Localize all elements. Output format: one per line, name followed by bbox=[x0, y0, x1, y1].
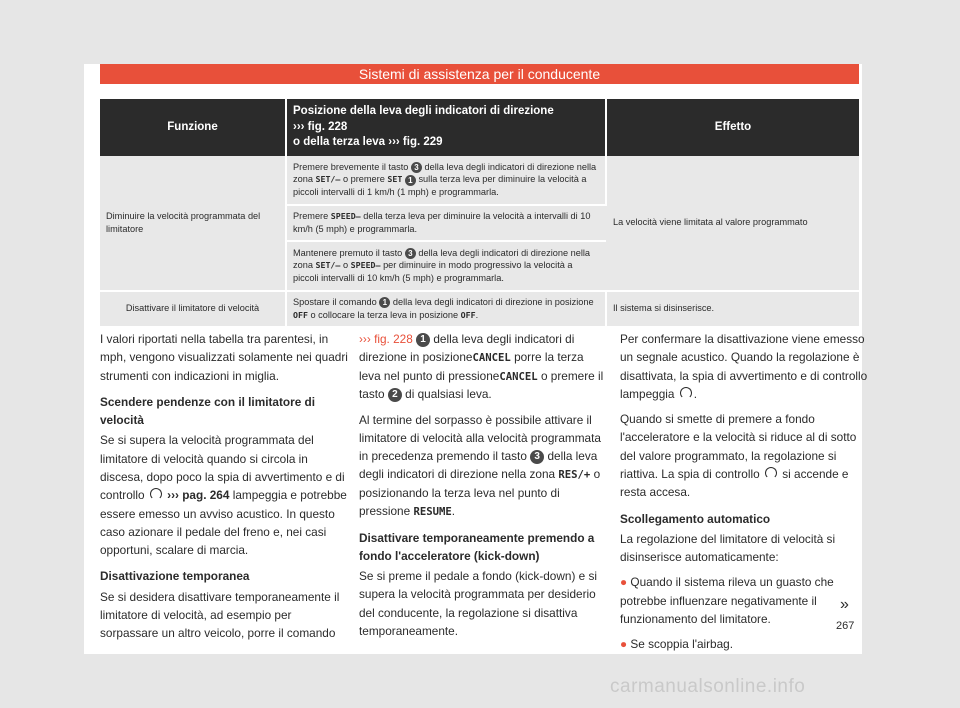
table-row bbox=[100, 156, 859, 205]
cell-posizione: Spostare il comando 1 della leva degli indicatori di direzione in posizione OFF o collocare la terza leva in posizione OFF. bbox=[286, 291, 606, 327]
text-column-2 bbox=[359, 330, 607, 647]
page-reference[interactable]: ››› pag. 264 bbox=[167, 488, 230, 503]
list-item: ● Quando il sistema rileva un guasto che potrebbe influenzare negativamente il funzionamento del limitatore. bbox=[620, 575, 834, 626]
figure-reference[interactable]: ››› fig. 228 bbox=[359, 332, 413, 346]
cell-posizione: Premere brevemente il tasto 3 della leva degli indicatori di direzione nella zona SET/– o premere SET 1 sulla terza leva per diminuire la velocità a piccoli intervalli di 1 km/h (1 mph) e programmarla. bbox=[286, 156, 606, 205]
header-effetto: Effetto bbox=[606, 99, 859, 156]
paragraph: ››› fig. 228 1 della leva degli indicatori di direzione in posizioneCANCEL porre la terza leva nel punto di pressioneCANCEL o premere il tasto 2 di qualsiasi leva. bbox=[359, 332, 604, 402]
key-label: SET bbox=[387, 174, 403, 185]
key-label: SPEED– bbox=[330, 211, 361, 222]
paragraph: Al termine del sorpasso è possibile attivare il limitatore di velocità alla velocità programmata in precedenza premendo il tasto 3 della leva degli indicatori di direzione nella zona RES/+ o posizionando la terza leva nel punto di pressione RESUME. bbox=[359, 412, 601, 519]
subheading: Disattivazione temporanea bbox=[100, 569, 250, 584]
table-row bbox=[100, 291, 859, 327]
number-badge: 3 bbox=[405, 248, 416, 259]
bullet-icon: ● bbox=[620, 637, 628, 652]
subheading: Disattivare temporaneamente premendo a fondo l'acceleratore (kick-down) bbox=[359, 530, 595, 563]
key-label: CANCEL bbox=[499, 369, 538, 383]
text-column-1 bbox=[100, 330, 348, 650]
key-label: OFF bbox=[293, 309, 308, 320]
subheading: Scollegamento automatico bbox=[620, 511, 771, 526]
paragraph: Se si preme il pedale a fondo (kick-down) e si supera la velocità programmata per desiderio del conducente, la regolazione si disattiva temporaneamente. bbox=[359, 569, 598, 638]
cell-effetto: La velocità viene limitata al valore programmato bbox=[606, 156, 859, 291]
manual-page bbox=[84, 64, 868, 654]
number-badge: 1 bbox=[405, 175, 416, 186]
speed-limiter-lamp-icon bbox=[680, 387, 692, 399]
number-badge: 1 bbox=[416, 333, 430, 347]
cell-effetto: Il sistema si disinserisce. bbox=[606, 291, 859, 327]
key-label: SET/– bbox=[315, 174, 341, 185]
paragraph: I valori riportati nella tabella tra parentesi, in mph, vengono visualizzati solamente nei quadri strumenti con indicazioni in miglia. bbox=[100, 332, 348, 383]
watermark: carmanualsonline.info bbox=[610, 676, 806, 697]
number-badge: 3 bbox=[530, 450, 544, 464]
paragraph: Quando si smette di premere a fondo l'acceleratore e la velocità si riduce al di sotto del valore programmato, la regolazione si riattiva. La spia di controllo si accende e resta accesa. bbox=[620, 412, 857, 500]
paragraph: Per confermare la disattivazione viene emesso un segnale acustico. Quando la regolazione è disattivata, la spia di avvertimento e di controllo lampeggia . bbox=[620, 332, 868, 401]
header-posizione: Posizione della leva degli indicatori di direzione ››› fig. 228 o della terza leva ››› fig. 229 bbox=[286, 99, 606, 156]
speed-limiter-lamp-icon bbox=[150, 488, 162, 500]
cell-funzione: Diminuire la velocità programmata del limitatore bbox=[100, 156, 286, 291]
subheading: Scendere pendenze con il limitatore di velocità bbox=[100, 394, 316, 428]
list-item: ● Se scoppia l'airbag. bbox=[620, 637, 734, 652]
section-header: Sistemi di assistenza per il conducente bbox=[100, 64, 859, 84]
key-label: SET/– bbox=[315, 260, 341, 271]
text-column-3 bbox=[620, 330, 868, 661]
number-badge: 1 bbox=[379, 297, 390, 308]
cell-funzione: Disattivare il limitatore di velocità bbox=[100, 291, 286, 327]
number-badge: 3 bbox=[411, 162, 422, 173]
speed-limiter-lamp-icon bbox=[765, 467, 777, 479]
key-label: RES/+ bbox=[558, 468, 591, 482]
bullet-icon: ● bbox=[620, 575, 628, 590]
continue-arrow-icon: » bbox=[840, 596, 849, 613]
paragraph: La regolazione del limitatore di velocità si disinserisce automaticamente: bbox=[620, 531, 836, 565]
paragraph: Se si desidera disattivare temporaneamente il limitatore di velocità, ad esempio per sorpassare un altro veicolo, porre il comando bbox=[100, 589, 340, 641]
key-label: OFF bbox=[460, 309, 476, 320]
function-table bbox=[100, 99, 859, 328]
page-number: 267 bbox=[836, 620, 855, 632]
header-funzione: Funzione bbox=[100, 99, 286, 156]
cell-posizione: Mantenere premuto il tasto 3 della leva degli indicatori di direzione nella zona SET/– o SPEED– per diminuire in modo progressivo la velocità a piccoli intervalli di 10 km/h (5 mph) e programmarla. bbox=[286, 241, 606, 291]
number-badge: 2 bbox=[388, 388, 402, 402]
key-label: CANCEL bbox=[472, 351, 511, 365]
paragraph: Se si supera la velocità programmata del limitatore di velocità quando si circola in discesa, dopo poco la spia di avvertimento e di controllo ››› pag. 264 lampeggia e potrebbe essere emesso un avviso acustico. In questo caso azionare il pedale del freno e, nei casi opportuni, scalare di marcia. bbox=[100, 433, 347, 558]
table-header-row bbox=[100, 99, 859, 156]
key-label: RESUME bbox=[413, 505, 452, 519]
cell-posizione: Premere SPEED– della terza leva per diminuire la velocità a intervalli di 10 km/h (5 mph) e programmarla. bbox=[286, 205, 606, 241]
key-label: SPEED– bbox=[350, 260, 381, 271]
